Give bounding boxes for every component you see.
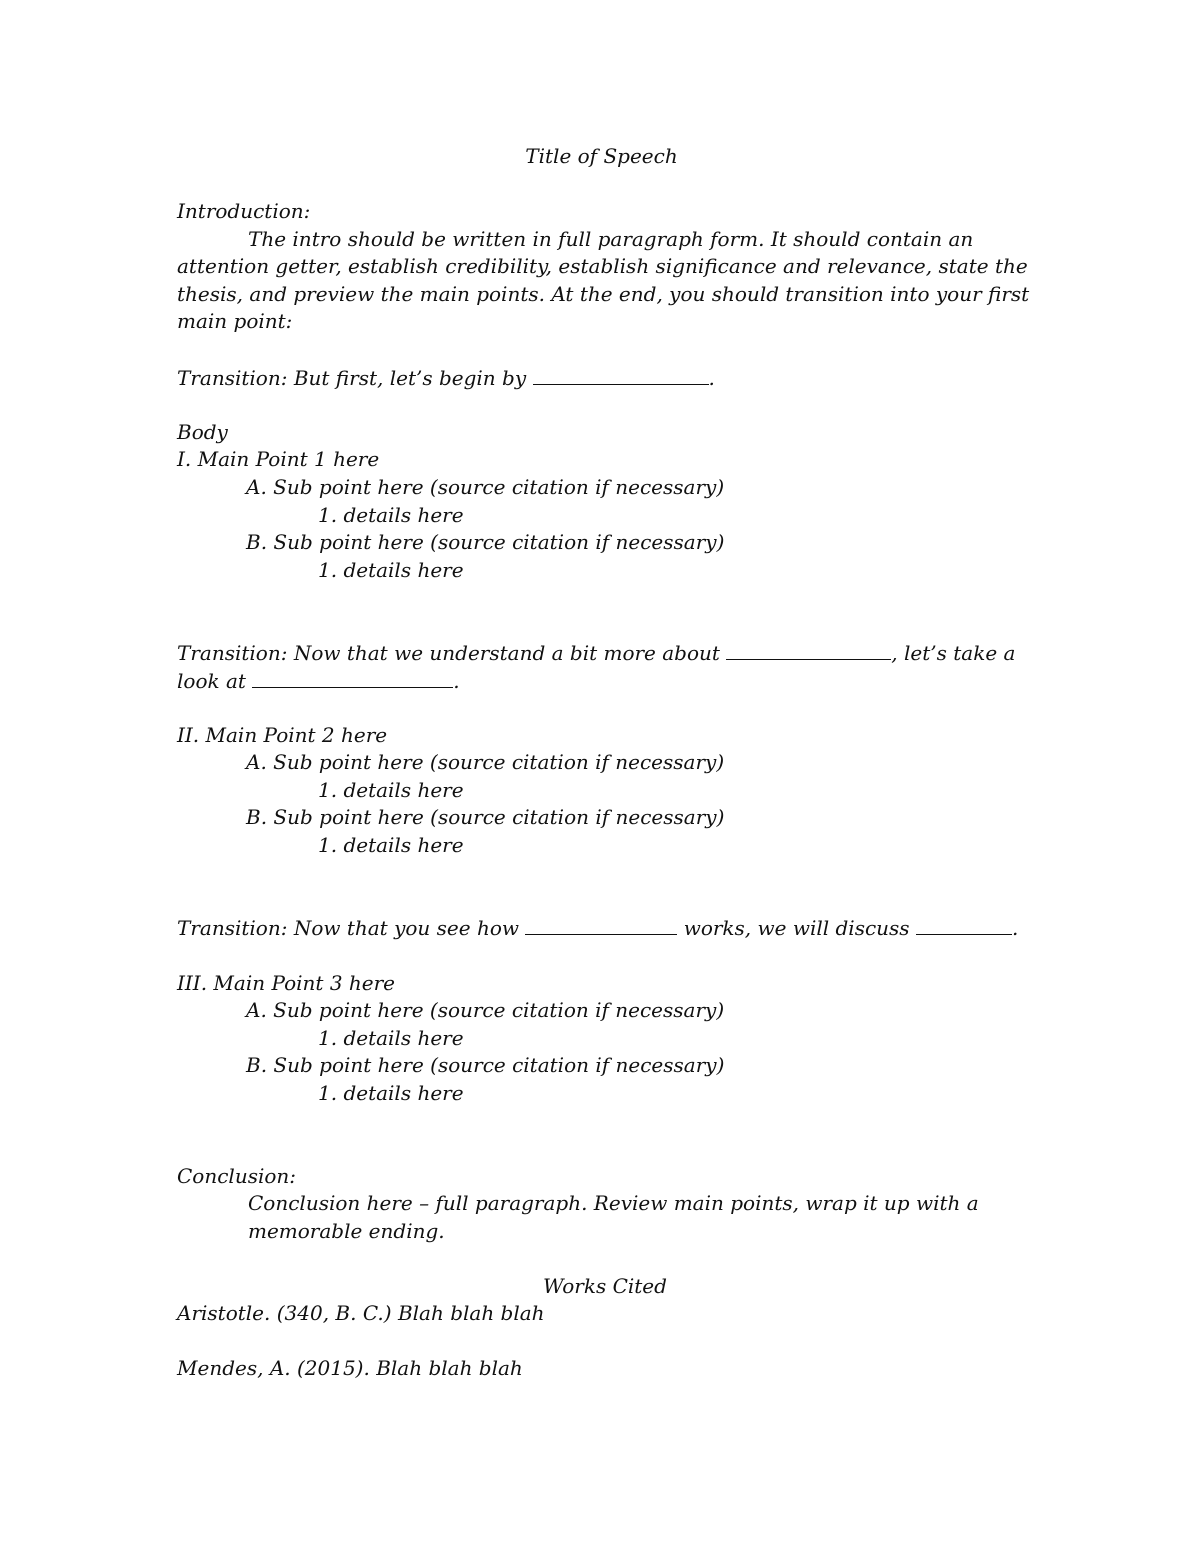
fill-in-blank — [525, 917, 677, 935]
works-cited-entry-2: Mendes, A. (2015). Blah blah blah — [177, 1356, 523, 1380]
main-point-2: II. Main Point 2 here — [177, 723, 388, 747]
transition-2 — [177, 642, 1015, 663]
transition-2-part-1: Transition: Now that we understand a bit more about — [177, 641, 727, 665]
works-cited-entry-1: Aristotle. (340, B. C.) Blah blah blah — [177, 1301, 545, 1325]
transition-2-continued — [177, 670, 460, 691]
main-point-1-sub-a-detail: 1. details here — [318, 503, 464, 527]
speech-title: Title of Speech — [525, 144, 678, 168]
conclusion-line-1: Conclusion here – full paragraph. Review main points, wrap it up with a — [248, 1191, 979, 1215]
transition-3 — [177, 917, 1018, 938]
works-cited-heading: Works Cited — [543, 1274, 667, 1298]
introduction-line-3: thesis, and preview the main points. At the end, you should transition into your first — [177, 282, 1030, 306]
introduction-line-1: The intro should be written in full paragraph form. It should contain an — [248, 227, 974, 251]
transition-2-part-3: look at — [177, 669, 253, 693]
transition-3-part-2: works, we will discuss — [677, 916, 916, 940]
transition-1 — [177, 367, 715, 388]
introduction-heading: Introduction: — [177, 199, 311, 223]
transition-3-part-1: Transition: Now that you see how — [177, 916, 526, 940]
main-point-3-sub-a: A. Sub point here (source citation if necessary) — [246, 998, 725, 1022]
main-point-1-sub-b: B. Sub point here (source citation if necessary) — [246, 530, 725, 554]
main-point-2-sub-b: B. Sub point here (source citation if necessary) — [246, 805, 725, 829]
conclusion-line-2: memorable ending. — [248, 1219, 445, 1243]
transition-2-part-2: , let’s take a — [891, 641, 1016, 665]
transition-1-end: . — [708, 366, 715, 390]
fill-in-blank — [916, 917, 1012, 935]
main-point-2-sub-a: A. Sub point here (source citation if necessary) — [246, 750, 725, 774]
main-point-3-sub-a-detail: 1. details here — [318, 1026, 464, 1050]
main-point-1-sub-b-detail: 1. details here — [318, 558, 464, 582]
conclusion-heading: Conclusion: — [177, 1164, 297, 1188]
main-point-2-sub-b-detail: 1. details here — [318, 833, 464, 857]
fill-in-blank — [252, 670, 453, 688]
introduction-line-2: attention getter, establish credibility, establish significance and relevance, state the — [177, 254, 1028, 278]
main-point-3-sub-b: B. Sub point here (source citation if necessary) — [246, 1053, 725, 1077]
main-point-3-sub-b-detail: 1. details here — [318, 1081, 464, 1105]
transition-2-end: . — [453, 669, 460, 693]
main-point-2-sub-a-detail: 1. details here — [318, 778, 464, 802]
introduction-line-4: main point: — [177, 309, 293, 333]
transition-1-text: Transition: But first, let’s begin by — [177, 366, 533, 390]
main-point-3: III. Main Point 3 here — [177, 971, 396, 995]
main-point-1: I. Main Point 1 here — [177, 447, 380, 471]
fill-in-blank — [533, 367, 709, 385]
fill-in-blank — [726, 642, 891, 660]
transition-3-end: . — [1011, 916, 1019, 940]
body-heading: Body — [177, 420, 228, 444]
main-point-1-sub-a: A. Sub point here (source citation if necessary) — [246, 475, 725, 499]
